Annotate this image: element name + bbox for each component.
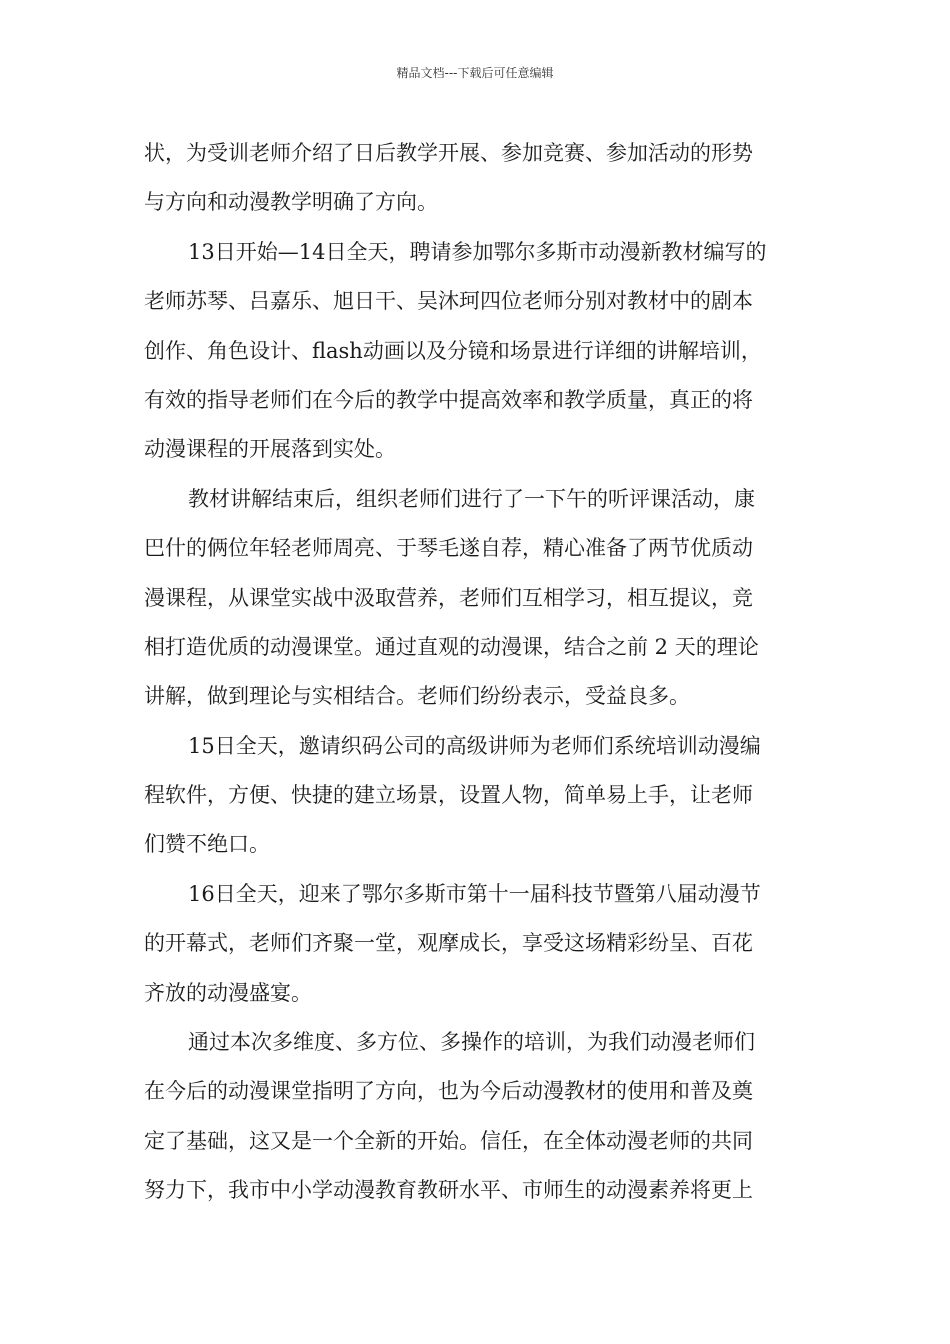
text-line: 动漫课程的开展落到实处。 bbox=[144, 437, 396, 462]
text-line: 努力下，我市中小学动漫教育教研水平、市师生的动漫素养将更上 bbox=[144, 1178, 753, 1203]
text-line: 老师苏琴、吕嘉乐、旭日干、吴沐珂四位老师分别对教材中的剧本 bbox=[144, 289, 753, 314]
text-line: 漫课程，从课堂实战中汲取营养，老师们互相学习，相互提议，竞 bbox=[144, 585, 753, 610]
text-line: 齐放的动漫盛宴。 bbox=[144, 980, 312, 1005]
text-line: 15日全天，邀请织码公司的高级讲师为老师们系统培训动漫编 bbox=[188, 733, 761, 758]
text-line: 13日开始—14日全天，聘请参加鄂尔多斯市动漫新教材编写的 bbox=[188, 239, 767, 264]
document-body bbox=[144, 129, 808, 1216]
text-line: 讲解，做到理论与实相结合。老师们纷纷表示，受益良多。 bbox=[144, 684, 690, 709]
text-line: 创作、角色设计、flash动画以及分镜和场景进行详细的讲解培训， bbox=[144, 338, 762, 363]
text-line: 程软件，方便、快捷的建立场景，设置人物，简单易上手，让老师 bbox=[144, 783, 753, 808]
text-line: 与方向和动漫教学明确了方向。 bbox=[144, 190, 438, 215]
text-line: 定了基础，这又是一个全新的开始。信任，在全体动漫老师的共同 bbox=[144, 1128, 753, 1153]
text-line: 相打造优质的动漫课堂。通过直观的动漫课，结合之前 2 天的理论 bbox=[144, 634, 759, 659]
text-line: 状，为受训老师介绍了日后教学开展、参加竞赛、参加活动的形势 bbox=[144, 141, 753, 165]
text-line: 教材讲解结束后，组织老师们进行了一下午的听评课活动，康 bbox=[188, 486, 755, 511]
page-header: 精品文档---下载后可任意编辑 bbox=[396, 66, 554, 80]
text-line: 有效的指导老师们在今后的教学中提高效率和教学质量，真正的将 bbox=[144, 387, 753, 412]
text-line: 在今后的动漫课堂指明了方向，也为今后动漫教材的使用和普及奠 bbox=[144, 1079, 753, 1104]
text-line: 的开幕式，老师们齐聚一堂，观摩成长，享受这场精彩纷呈、百花 bbox=[144, 931, 753, 956]
text-line: 通过本次多维度、多方位、多操作的培训，为我们动漫老师们 bbox=[188, 1030, 755, 1055]
text-line: 们赞不绝口。 bbox=[144, 832, 270, 857]
text-line: 巴什的俩位年轻老师周亮、于琴毛遂自荐，精心准备了两节优质动 bbox=[144, 536, 753, 561]
text-line: 16日全天，迎来了鄂尔多斯市第十一届科技节暨第八届动漫节 bbox=[188, 881, 761, 906]
